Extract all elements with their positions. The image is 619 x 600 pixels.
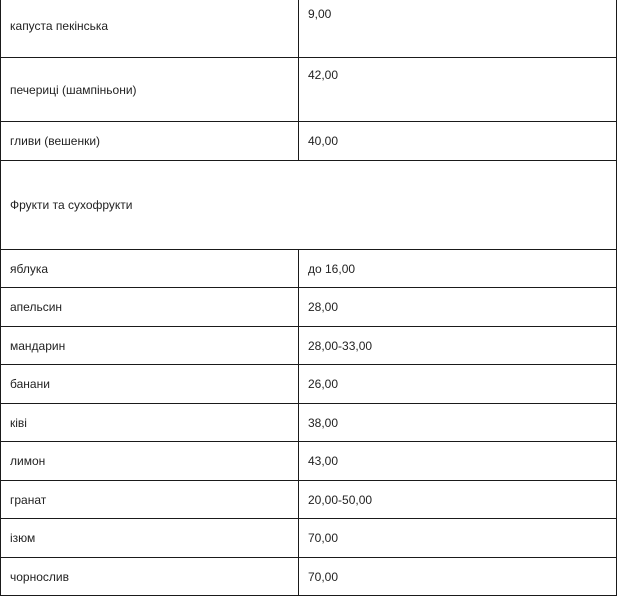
table-row [1, 365, 617, 404]
product-cell [1, 442, 299, 480]
price-value: 20,00-50,00 [308, 492, 373, 507]
table-row [1, 0, 617, 58]
table-row [1, 58, 617, 122]
product-name: банани [10, 377, 50, 391]
table-row [1, 327, 617, 365]
product-name: мандарин [10, 338, 66, 353]
product-cell [1, 288, 299, 326]
section-cell [1, 161, 617, 249]
table-row [1, 122, 617, 161]
section-title: Фрукти та сухофрукти [10, 198, 133, 212]
table-row [1, 250, 617, 288]
table-row [1, 519, 617, 558]
price-cell [299, 519, 617, 557]
price-cell [299, 250, 617, 287]
table-row [1, 404, 617, 442]
price-cell [299, 442, 617, 480]
table-row [1, 481, 617, 519]
product-cell [1, 122, 299, 160]
price-cell [299, 404, 617, 441]
price-cell [299, 288, 617, 326]
product-cell [1, 404, 299, 441]
product-cell [1, 481, 299, 518]
price-value: 40,00 [308, 134, 339, 148]
price-cell [299, 558, 617, 595]
product-cell [1, 558, 299, 595]
product-cell [1, 365, 299, 403]
price-value: 38,00 [308, 415, 339, 430]
product-name: лимон [10, 454, 46, 468]
product-cell [1, 250, 299, 287]
price-value: 70,00 [308, 531, 339, 545]
price-cell [299, 58, 617, 121]
price-cell [299, 0, 617, 57]
price-value: 28,00 [308, 300, 339, 314]
table-row [1, 558, 617, 596]
price-value: 26,00 [308, 377, 339, 391]
price-cell [299, 327, 617, 364]
product-name: апельсин [10, 300, 63, 314]
price-cell [299, 122, 617, 160]
product-name: капуста пекінська [10, 19, 109, 33]
price-cell [299, 481, 617, 518]
product-cell [1, 0, 299, 57]
product-name: гранат [10, 492, 47, 507]
price-value: 28,00-33,00 [308, 338, 373, 353]
product-cell [1, 327, 299, 364]
product-name: чорнослив [10, 569, 69, 584]
price-value: 9,00 [308, 7, 332, 21]
product-cell [1, 519, 299, 557]
table-row [1, 442, 617, 481]
section-row [1, 161, 617, 250]
table-row [1, 288, 617, 327]
price-value: 42,00 [308, 68, 339, 82]
price-value: 70,00 [308, 569, 339, 584]
product-name: гливи (вешенки) [10, 134, 101, 148]
product-name: ізюм [10, 531, 36, 545]
price-value: до 16,00 [308, 261, 356, 276]
price-cell [299, 365, 617, 403]
product-name: яблука [10, 261, 49, 276]
product-cell [1, 58, 299, 121]
product-name: ківі [10, 415, 27, 430]
price-value: 43,00 [308, 454, 339, 468]
product-name: печериці (шампіньони) [10, 82, 137, 97]
